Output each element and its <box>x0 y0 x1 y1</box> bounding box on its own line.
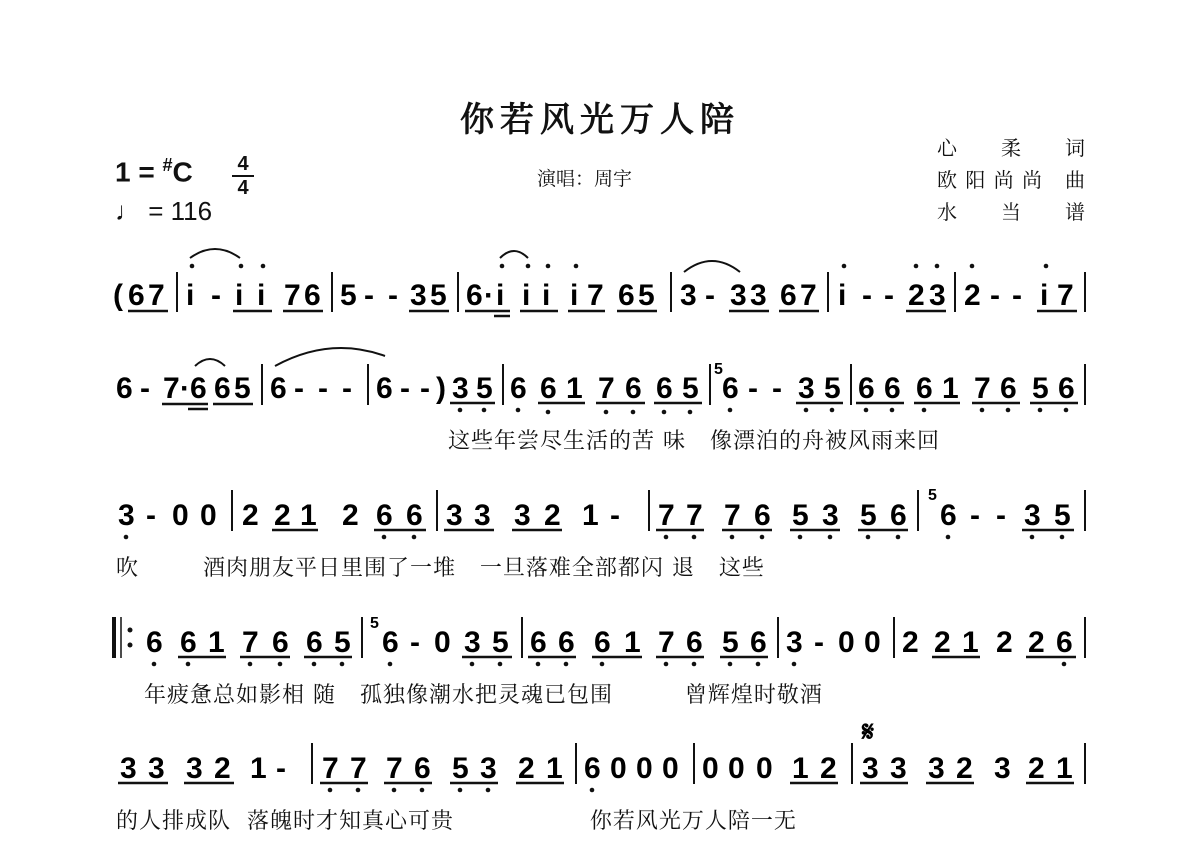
notation-mark <box>275 348 385 366</box>
note-glyph: 5 <box>792 499 809 532</box>
note-glyph: 1 <box>624 626 641 659</box>
note-glyph: 1 <box>208 626 225 659</box>
note-glyph: 6 <box>858 372 875 405</box>
note-glyph: 2 <box>908 279 925 312</box>
note-glyph: 6 <box>540 372 557 405</box>
note-glyph: 7 <box>284 279 301 312</box>
key-one: 1 <box>115 156 131 188</box>
note-glyph: 3 <box>1024 499 1041 532</box>
notation-mark <box>392 788 397 793</box>
notation-mark <box>828 535 833 540</box>
note-glyph: 1 <box>942 372 959 405</box>
notation-mark <box>546 264 551 269</box>
note-glyph: - <box>400 372 410 405</box>
notation-mark <box>1044 264 1049 269</box>
note-glyph: 6 <box>510 372 527 405</box>
staff-line-1 <box>113 249 1085 316</box>
notation-mark <box>864 408 869 413</box>
notation-mark <box>798 535 803 540</box>
note-glyph: 6 <box>1058 372 1075 405</box>
note-glyph: i <box>496 279 505 312</box>
note-glyph: 0 <box>662 752 679 785</box>
note-glyph: 5 <box>638 279 655 312</box>
note-glyph: 7 <box>974 372 991 405</box>
note-glyph: 6 <box>722 372 739 405</box>
note-glyph: 5 <box>714 361 723 378</box>
note-glyph: 5 <box>824 372 841 405</box>
note-glyph: 6 <box>530 626 547 659</box>
note-glyph: 2 <box>1028 626 1045 659</box>
note-glyph: - <box>388 279 398 312</box>
key-eq: = <box>138 156 155 188</box>
note-glyph: - <box>610 499 620 532</box>
note-glyph: 6 <box>1000 372 1017 405</box>
note-glyph: 7 <box>658 499 675 532</box>
note-glyph: - <box>862 279 872 312</box>
notation-mark <box>756 662 761 667</box>
staff-line-3 <box>118 487 1085 539</box>
note-glyph: 6 <box>304 279 321 312</box>
note-glyph: - <box>705 279 715 312</box>
note-glyph: 3 <box>798 372 815 405</box>
notation-mark <box>600 662 605 667</box>
note-glyph: - <box>996 499 1006 532</box>
notation-mark <box>412 535 417 540</box>
note-glyph: 5 <box>1054 499 1071 532</box>
note-glyph: 1 <box>300 499 317 532</box>
notation-mark <box>970 264 975 269</box>
note-glyph: 6 <box>625 372 642 405</box>
time-top: 4 <box>237 153 249 175</box>
note-glyph: 5 <box>234 372 251 405</box>
notation-mark <box>896 535 901 540</box>
notation-mark <box>1030 535 1035 540</box>
note-glyph: 3 <box>452 372 469 405</box>
note-glyph: 2 <box>964 279 981 312</box>
note-glyph: i <box>522 279 531 312</box>
note-glyph: 3 <box>474 499 491 532</box>
note-glyph: 1 <box>792 752 809 785</box>
note-glyph: - <box>276 752 286 785</box>
notation-mark <box>830 408 835 413</box>
notation-mark <box>500 264 505 269</box>
note-glyph: - <box>294 372 304 405</box>
notation-mark <box>546 410 551 415</box>
notation-mark <box>866 535 871 540</box>
note-glyph: i <box>235 279 244 312</box>
note-glyph: 1 <box>546 752 563 785</box>
notation-mark <box>536 662 541 667</box>
notation-mark <box>728 408 733 413</box>
note-glyph: 0 <box>636 752 653 785</box>
note-glyph: 0 <box>728 752 745 785</box>
composer-credit: 欧阳尚尚 曲 <box>937 168 1085 192</box>
note-glyph: 3 <box>148 752 165 785</box>
note-glyph: 6 <box>214 372 231 405</box>
note-glyph: 6 <box>376 499 393 532</box>
notation-mark <box>1038 408 1043 413</box>
note-glyph: 7 <box>587 279 604 312</box>
note-glyph: i <box>838 279 847 312</box>
note-glyph: - <box>146 499 156 532</box>
note-glyph: 2 <box>934 626 951 659</box>
note-glyph: 7 <box>386 752 403 785</box>
lyrics-line-5: 的人排成队 落魄时才知真心可贵 你若风光万人陪一无 <box>116 809 797 834</box>
note-glyph: 6 <box>180 626 197 659</box>
note-glyph: 6 <box>780 279 797 312</box>
note-glyph: 5 <box>340 279 357 312</box>
note-glyph: i <box>542 279 551 312</box>
note-glyph: 5 <box>682 372 699 405</box>
note-glyph: 5 <box>370 615 379 632</box>
note-glyph: 0 <box>200 499 217 532</box>
notation-mark <box>470 662 475 667</box>
notation-mark <box>564 662 569 667</box>
note-glyph: 3 <box>680 279 697 312</box>
notation-mark <box>498 662 503 667</box>
note-glyph: 1 <box>566 372 583 405</box>
note-glyph: 6 <box>686 626 703 659</box>
note-glyph: i <box>257 279 266 312</box>
note-glyph: 6 <box>466 279 483 312</box>
note-glyph: - <box>884 279 894 312</box>
note-glyph: 6 <box>272 626 289 659</box>
note-glyph: 1 <box>1056 752 1073 785</box>
notation-mark <box>662 410 667 415</box>
lyrics-line-3: 吹 酒肉朋友平日里围了一堆 一旦落难全部都闪 退 这些 <box>116 556 765 581</box>
note-glyph: 3 <box>822 499 839 532</box>
notation-mark <box>239 264 244 269</box>
note-glyph: 2 <box>902 626 919 659</box>
note-glyph: - <box>990 279 1000 312</box>
note-glyph: 7 <box>322 752 339 785</box>
note-glyph: 7 <box>598 372 615 405</box>
note-glyph: 0 <box>610 752 627 785</box>
notation-mark <box>382 535 387 540</box>
note-glyph: 0 <box>864 626 881 659</box>
note-glyph: 0 <box>702 752 719 785</box>
note-glyph: 3 <box>514 499 531 532</box>
notation-mark <box>190 249 240 258</box>
note-glyph: - <box>364 279 374 312</box>
note-glyph: 6 <box>306 626 323 659</box>
note-glyph: 2 <box>242 499 259 532</box>
notation-mark <box>804 408 809 413</box>
note-glyph: 6 <box>414 752 431 785</box>
note-glyph: 7 <box>242 626 259 659</box>
note-glyph: 6 <box>594 626 611 659</box>
notation-mark <box>792 662 797 667</box>
note-glyph: 3 <box>862 752 879 785</box>
notation-mark <box>248 662 253 667</box>
note-glyph: 1 <box>962 626 979 659</box>
notation-mark <box>574 264 579 269</box>
note-glyph: 0 <box>172 499 189 532</box>
note-glyph: 6 <box>558 626 575 659</box>
note-glyph: 3 <box>464 626 481 659</box>
note-glyph: 2 <box>544 499 561 532</box>
note-glyph: 3 <box>890 752 907 785</box>
key-note: C <box>172 156 193 188</box>
note-glyph: 6 <box>940 499 957 532</box>
notation-mark <box>692 662 697 667</box>
note-glyph: 2 <box>820 752 837 785</box>
note-glyph: 7 <box>350 752 367 785</box>
note-glyph: - <box>970 499 980 532</box>
notation-mark <box>590 788 595 793</box>
notation-mark <box>914 264 919 269</box>
note-glyph: - <box>410 626 420 659</box>
notation-mark <box>526 264 531 269</box>
transcriber-credit: 水 当 谱 <box>937 200 1085 224</box>
note-glyph: 2 <box>996 626 1013 659</box>
note-glyph: 6 <box>190 372 207 405</box>
notation-mark <box>692 535 697 540</box>
note-glyph: 6 <box>884 372 901 405</box>
notation-mark <box>1060 535 1065 540</box>
note-glyph: 5 <box>452 752 469 785</box>
note-glyph: 6 <box>116 372 133 405</box>
staff-line-2 <box>116 348 1085 414</box>
note-glyph: 0 <box>434 626 451 659</box>
notation-mark <box>980 408 985 413</box>
note-glyph: · <box>484 279 494 312</box>
lyrics-line-2: 这些年尝尽生活的苦 味 像漂泊的舟被风雨来回 <box>448 429 940 454</box>
notation-mark <box>760 535 765 540</box>
note-glyph: - <box>814 626 824 659</box>
staff-line-4 <box>114 615 1085 666</box>
lyricist-credit: 心 柔 词 <box>937 136 1085 160</box>
notation-mark <box>922 408 927 413</box>
note-glyph: 7 <box>163 372 180 405</box>
note-glyph: 6 <box>618 279 635 312</box>
note-glyph: 6 <box>406 499 423 532</box>
segno-sign: 𝄋 <box>862 716 875 747</box>
note-glyph: 7 <box>658 626 675 659</box>
notation-mark <box>278 662 283 667</box>
note-glyph: 6 <box>1056 626 1073 659</box>
notation-mark <box>946 535 951 540</box>
note-glyph: 3 <box>118 499 135 532</box>
notation-mark <box>500 251 528 258</box>
note-glyph: - <box>772 372 782 405</box>
note-glyph: - <box>140 372 150 405</box>
note-glyph: 6 <box>270 372 287 405</box>
note: 6 <box>128 279 145 312</box>
tempo-value: = 116 <box>148 196 213 226</box>
note-glyph: 1 <box>582 499 599 532</box>
notation-mark <box>604 410 609 415</box>
note-glyph: 0 <box>756 752 773 785</box>
notation-mark <box>728 662 733 667</box>
note-glyph: 0 <box>838 626 855 659</box>
notation-mark <box>128 628 133 633</box>
notation-mark <box>152 662 157 667</box>
notation-mark <box>312 662 317 667</box>
note-glyph: 7 <box>1057 279 1074 312</box>
notation-mark <box>688 410 693 415</box>
notation-mark <box>842 264 847 269</box>
song-title: 你若风光万人陪 <box>460 100 740 140</box>
notation-mark <box>1006 408 1011 413</box>
notation-mark <box>486 788 491 793</box>
note-glyph: 6 <box>376 372 393 405</box>
note-glyph: 5 <box>334 626 351 659</box>
note-glyph: 2 <box>342 499 359 532</box>
staff-line-5 <box>118 716 1085 792</box>
note-glyph: ) <box>436 372 446 405</box>
quarter-note-icon: ♩ <box>115 196 141 226</box>
note-glyph: 6 <box>916 372 933 405</box>
note: 7 <box>148 279 165 312</box>
notation-mark <box>261 264 266 269</box>
note-glyph: 6 <box>584 752 601 785</box>
note-glyph: - <box>318 372 328 405</box>
note-glyph: 3 <box>120 752 137 785</box>
note-glyph: 3 <box>410 279 427 312</box>
note-glyph: 2 <box>274 499 291 532</box>
note-glyph: 3 <box>928 752 945 785</box>
singer-credit: 演唱：周宇 <box>537 168 633 190</box>
note-glyph: - <box>420 372 430 405</box>
sharp-sign: # <box>162 155 173 175</box>
notation-mark <box>1062 662 1067 667</box>
notation-mark <box>935 264 940 269</box>
note-glyph: 6 <box>750 626 767 659</box>
notation-mark <box>186 662 191 667</box>
note-glyph: 5 <box>860 499 877 532</box>
note-glyph: - <box>1012 279 1022 312</box>
note-glyph: 5 <box>492 626 509 659</box>
note-glyph: 3 <box>929 279 946 312</box>
note-glyph: i <box>570 279 579 312</box>
note: ( <box>113 279 123 312</box>
note-glyph: 3 <box>480 752 497 785</box>
note-glyph: 6 <box>656 372 673 405</box>
note-glyph: 7 <box>800 279 817 312</box>
time-bottom: 4 <box>237 177 249 199</box>
notation-mark <box>190 264 195 269</box>
note-glyph: - <box>748 372 758 405</box>
note-glyph: 3 <box>750 279 767 312</box>
notation-mark <box>730 535 735 540</box>
note-glyph: - <box>211 279 221 312</box>
notation-mark <box>890 408 895 413</box>
note-glyph: 6 <box>382 626 399 659</box>
note-glyph: 5 <box>1032 372 1049 405</box>
note-glyph: 6 <box>146 626 163 659</box>
notation-mark <box>128 643 133 648</box>
notation-mark <box>356 788 361 793</box>
note-glyph: 2 <box>214 752 231 785</box>
note-glyph: 5 <box>722 626 739 659</box>
notation-mark <box>124 535 129 540</box>
note-glyph: 5 <box>476 372 493 405</box>
note-glyph: 7 <box>724 499 741 532</box>
notation-mark <box>420 788 425 793</box>
notation-mark <box>516 408 521 413</box>
note-glyph: 5 <box>928 487 937 504</box>
notation-mark <box>482 408 487 413</box>
note-glyph: 5 <box>430 279 447 312</box>
note-glyph: 3 <box>186 752 203 785</box>
note-glyph: 6 <box>754 499 771 532</box>
note-glyph: 3 <box>730 279 747 312</box>
note-glyph: 7 <box>686 499 703 532</box>
lyrics-line-4: 年疲惫总如影相 随 孤独像潮水把灵魂已包围 曾辉煌时敬酒 <box>144 683 823 708</box>
notation-mark <box>328 788 333 793</box>
notation-mark <box>388 662 393 667</box>
notation-mark <box>340 662 345 667</box>
notation-mark <box>458 788 463 793</box>
notation-mark <box>195 359 225 366</box>
note-glyph: i <box>1040 279 1049 312</box>
note-glyph: 2 <box>1028 752 1045 785</box>
notation-mark <box>1064 408 1069 413</box>
notation-mark <box>664 535 669 540</box>
note-glyph: - <box>342 372 352 405</box>
notation-mark <box>684 261 740 272</box>
note-glyph: 3 <box>446 499 463 532</box>
notation-mark <box>664 662 669 667</box>
note-glyph: · <box>180 372 190 405</box>
note-glyph: 3 <box>994 752 1011 785</box>
note-glyph: 6 <box>890 499 907 532</box>
note-glyph: 2 <box>518 752 535 785</box>
note-glyph: i <box>186 279 195 312</box>
notation-mark <box>631 410 636 415</box>
note-glyph: 2 <box>956 752 973 785</box>
notation-mark <box>458 408 463 413</box>
note-glyph: 1 <box>250 752 267 785</box>
note-glyph: 3 <box>786 626 803 659</box>
